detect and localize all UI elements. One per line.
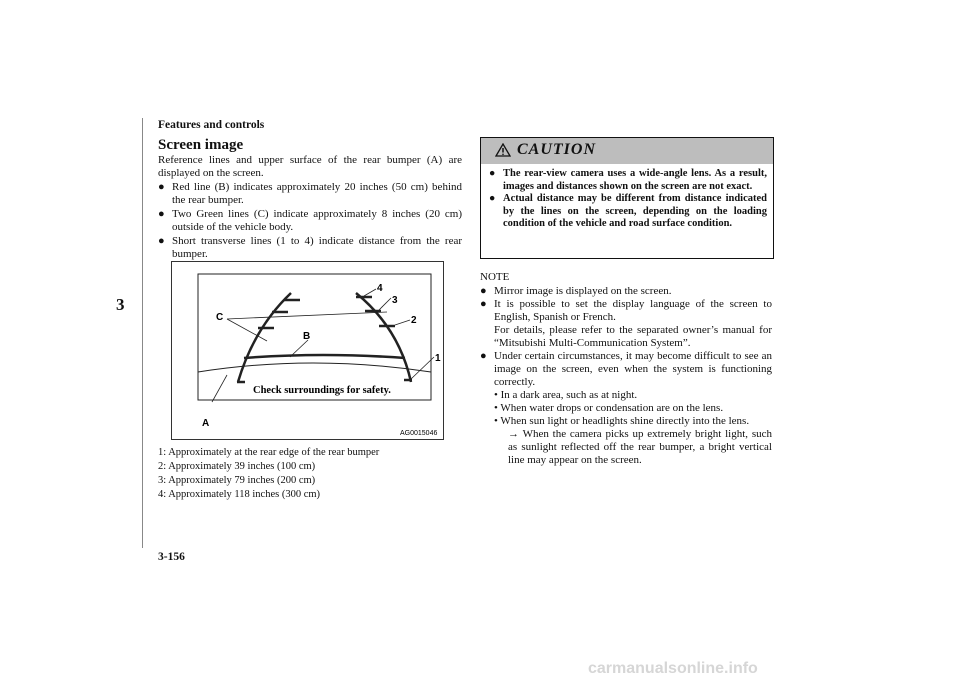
screen-frame bbox=[198, 274, 431, 400]
label-b: B bbox=[303, 331, 311, 342]
section-header: Features and controls bbox=[158, 119, 265, 131]
leader-3 bbox=[379, 298, 391, 310]
list-item bbox=[158, 181, 462, 207]
caution-text: The rear-view camera uses a wide-angle lens. As a result, images and distances shown on the screen are not exact. bbox=[503, 168, 767, 192]
bullet-text: Short transverse lines (1 to 4) indicate distance from the rear bumper. bbox=[172, 235, 462, 260]
note-result: → When the camera picks up extremely bright light, such as sunlight reflected off the rear bumper, a bright vertical line may appear on the screen. bbox=[508, 428, 772, 466]
green-line-left bbox=[238, 293, 291, 382]
label-4: 4 bbox=[377, 283, 383, 294]
caption-item: 1: Approximately at the rear edge of the rear bumper bbox=[158, 447, 380, 458]
note-text: It is possible to set the display language of the screen to English, Spanish or French. bbox=[494, 298, 772, 323]
leader-2 bbox=[395, 320, 410, 325]
red-line bbox=[244, 355, 405, 358]
bullet-icon: ● bbox=[158, 235, 165, 247]
note-subitem: • When sun light or headlights shine directly into the lens. bbox=[494, 415, 750, 427]
caption-item: 2: Approximately 39 inches (100 cm) bbox=[158, 461, 316, 472]
bullet-icon: ● bbox=[489, 168, 496, 179]
caution-text: Actual distance may be different from distance indicated by the lines on the screen, depending on the loading condition of the vehicle and road surface condition. bbox=[503, 193, 767, 229]
note-subitem: • In a dark area, such as at night. bbox=[494, 389, 638, 401]
figure-captions bbox=[158, 446, 379, 502]
caution-header bbox=[481, 138, 773, 164]
bullet-text: Two Green lines (C) indicate approximately 8 inches (20 cm) outside of the vehicle body. bbox=[172, 208, 462, 233]
bumper-line bbox=[198, 363, 431, 372]
caution-title: CAUTION bbox=[517, 141, 597, 158]
caption-item: 4: Approximately 118 inches (300 cm) bbox=[158, 489, 321, 500]
list-item bbox=[480, 350, 772, 467]
caution-box bbox=[480, 137, 774, 259]
chapter-divider bbox=[142, 118, 143, 548]
bullet-icon: ● bbox=[489, 193, 496, 204]
label-c: C bbox=[216, 312, 224, 323]
label-a: A bbox=[202, 418, 210, 429]
bullet-text: Red line (B) indicates approximately 20 inches (50 cm) behind the rear bumper. bbox=[172, 181, 462, 206]
note-label: NOTE bbox=[480, 271, 510, 283]
list-item bbox=[489, 193, 767, 231]
intro-paragraph: Reference lines and upper surface of the rear bumper (A) are displayed on the screen. bbox=[158, 154, 462, 179]
list-item bbox=[480, 285, 772, 298]
chapter-tab: 3 bbox=[116, 295, 125, 314]
note-text: For details, please refer to the separated owner’s manual for “Mitsubishi Multi-Communication System”. bbox=[494, 324, 772, 349]
list-item bbox=[480, 298, 772, 350]
screen-bullets bbox=[158, 181, 462, 262]
leader-a bbox=[212, 375, 227, 402]
note-subitem: • When water drops or condensation are on the lens. bbox=[494, 402, 724, 414]
figure-code: AG0015046 bbox=[400, 430, 438, 437]
note-text: Mirror image is displayed on the screen. bbox=[494, 285, 672, 297]
watermark: carmanualsonline.info bbox=[588, 660, 758, 677]
list-item bbox=[158, 235, 462, 261]
bullet-icon: ● bbox=[158, 208, 165, 220]
bullet-icon: ● bbox=[158, 181, 165, 193]
bullet-icon: ● bbox=[480, 285, 487, 297]
list-item bbox=[158, 208, 462, 234]
caption-item: 3: Approximately 79 inches (200 cm) bbox=[158, 475, 316, 486]
label-1: 1 bbox=[435, 353, 441, 364]
label-2: 2 bbox=[411, 315, 417, 326]
note-text: Under certain circumstances, it may become difficult to see an image on the screen, even when the system is functioning correctly. bbox=[494, 350, 772, 388]
rear-view-diagram bbox=[172, 262, 443, 439]
screen-message: Check surroundings for safety. bbox=[253, 385, 391, 396]
leader-4 bbox=[364, 289, 376, 296]
list-item bbox=[489, 168, 767, 193]
caution-list bbox=[489, 168, 767, 231]
page-number: 3-156 bbox=[158, 551, 185, 563]
section-title: Screen image bbox=[158, 137, 244, 153]
bullet-icon: ● bbox=[480, 298, 487, 310]
leader-c2 bbox=[227, 312, 387, 319]
note-list bbox=[480, 285, 772, 467]
warning-triangle-icon bbox=[495, 143, 511, 157]
rear-view-figure bbox=[171, 261, 444, 440]
label-3: 3 bbox=[392, 295, 398, 306]
bullet-icon: ● bbox=[480, 350, 487, 362]
